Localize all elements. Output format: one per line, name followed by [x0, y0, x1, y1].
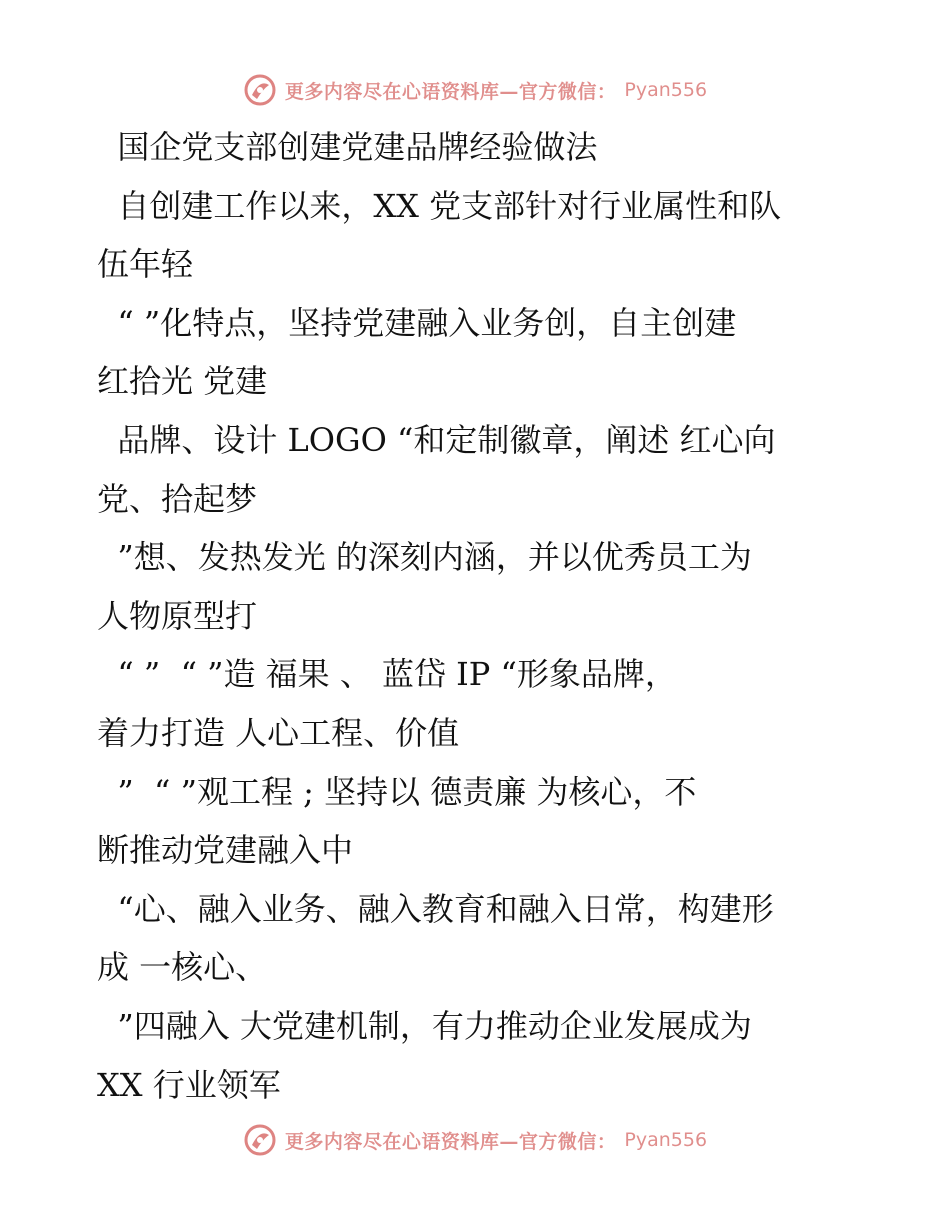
- body-line: ”四融入 大党建机制，有力推动企业发展成为: [97, 1006, 752, 1045]
- watermark-handle: Pyan556: [624, 79, 708, 101]
- body-line: “ ”化特点，坚持党建融入业务创，自主创建: [97, 303, 737, 342]
- document-body: [97, 124, 867, 1120]
- seal-logo-icon: [243, 73, 277, 107]
- body-line: 断推动党建融入中: [97, 831, 354, 870]
- body-line: 品牌、设计 LOGO “和定制徽章，阐述 红心向: [97, 420, 776, 459]
- watermark-text: 更多内容尽在心语资料库—官方微信：: [284, 80, 617, 103]
- body-line: XX 行业领军: [97, 1065, 281, 1104]
- footer-watermark: [0, 1120, 950, 1160]
- body-line: 人物原型打: [97, 596, 258, 635]
- body-line: “ ” “ ”造 福果 、 蓝岱 IP “形象品牌，: [97, 655, 677, 694]
- document-title: 国企党支部创建党建品牌经验做法: [97, 128, 598, 166]
- body-line: 红拾光 党建: [97, 362, 268, 401]
- body-line: 成 一核心、: [97, 948, 268, 987]
- watermark-handle: Pyan556: [624, 1129, 708, 1151]
- body-line: 党、拾起梦: [97, 479, 258, 518]
- watermark-text: 更多内容尽在心语资料库—官方微信：: [284, 1130, 617, 1153]
- header-watermark: [0, 70, 950, 110]
- body-line: ” “ ”观工程 ; 坚持以 德责廉 为核心，不: [97, 772, 697, 811]
- seal-logo-icon: [243, 1123, 277, 1157]
- body-line: 着力打造 人心工程、价值: [97, 713, 460, 752]
- body-line: 伍年轻: [97, 245, 194, 284]
- body-line: “心、融入业务、融入教育和融入日常，构建形: [97, 889, 774, 928]
- body-line: ”想、发热发光 的深刻内涵，并以优秀员工为: [97, 538, 752, 577]
- body-line: 自创建工作以来，XX 党支部针对行业属性和队: [97, 186, 782, 225]
